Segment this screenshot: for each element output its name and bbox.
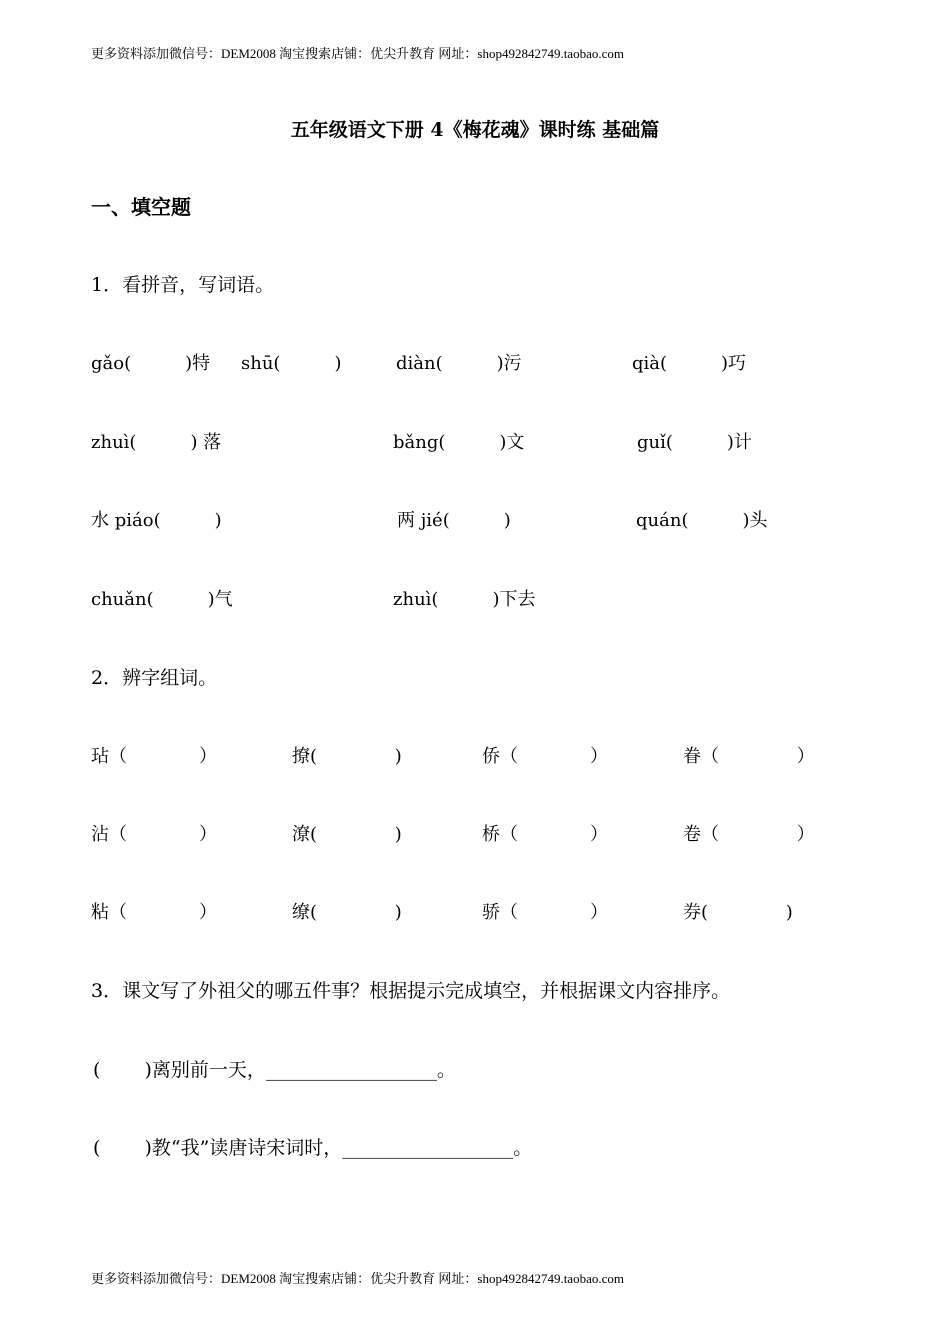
q3-line: ( )离别前一天，__________________。	[93, 1059, 456, 1081]
q2-item: 撩( )	[292, 746, 402, 767]
q2-prompt: 2．辨字组词。	[91, 667, 218, 689]
q1-item: 两 jié( )	[397, 510, 511, 531]
q2-item: 券( )	[683, 902, 793, 923]
q2-item: 眷（ ）	[683, 746, 815, 767]
q1-item: shū( )	[241, 353, 342, 374]
q1-item: guǐ( )计	[637, 432, 752, 453]
q1-item: zhuì( ) 落	[91, 432, 222, 453]
q1-item: gǎo( )特	[91, 353, 211, 374]
q2-item: 缭( )	[292, 902, 402, 923]
q2-item: 侨（ ）	[482, 746, 608, 767]
q2-item: 粘（ ）	[91, 902, 217, 923]
q1-item: quán( )头	[636, 510, 768, 531]
q2-item: 沾（ ）	[91, 824, 217, 845]
q3-prompt: 3．课文写了外祖父的哪五件事？根据提示完成填空，并根据课文内容排序。	[91, 980, 731, 1002]
q2-item: 桥（ ）	[482, 824, 608, 845]
q2-item: 卷（ ）	[683, 824, 815, 845]
q2-item: 玷（ ）	[91, 746, 217, 767]
q1-item: qià( )巧	[632, 353, 747, 374]
q1-item: bǎng( )文	[393, 432, 525, 453]
page-title: 五年级语文下册 4《梅花魂》课时练 基础篇	[290, 119, 660, 141]
q1-item: diàn( )污	[396, 353, 522, 374]
q1-item: 水 piáo( )	[91, 510, 222, 531]
q3-line: ( )教“我”读唐诗宋词时，__________________。	[93, 1137, 533, 1159]
q2-item: 骄（ ）	[482, 902, 608, 923]
q1-prompt: 1．看拼音，写词语。	[91, 274, 275, 296]
page-header: 更多资料添加微信号：DEM2008 淘宝搜索店铺：优尖升教育 网址：shop492842749.taobao.com	[91, 46, 624, 61]
page-footer: 更多资料添加微信号：DEM2008 淘宝搜索店铺：优尖升教育 网址：shop492842749.taobao.com	[91, 1271, 624, 1286]
q2-item: 潦( )	[292, 824, 402, 845]
q1-item: zhuì( )下去	[393, 589, 536, 610]
q1-item: chuǎn( )气	[91, 589, 233, 610]
section-heading: 一、填空题	[91, 195, 191, 219]
